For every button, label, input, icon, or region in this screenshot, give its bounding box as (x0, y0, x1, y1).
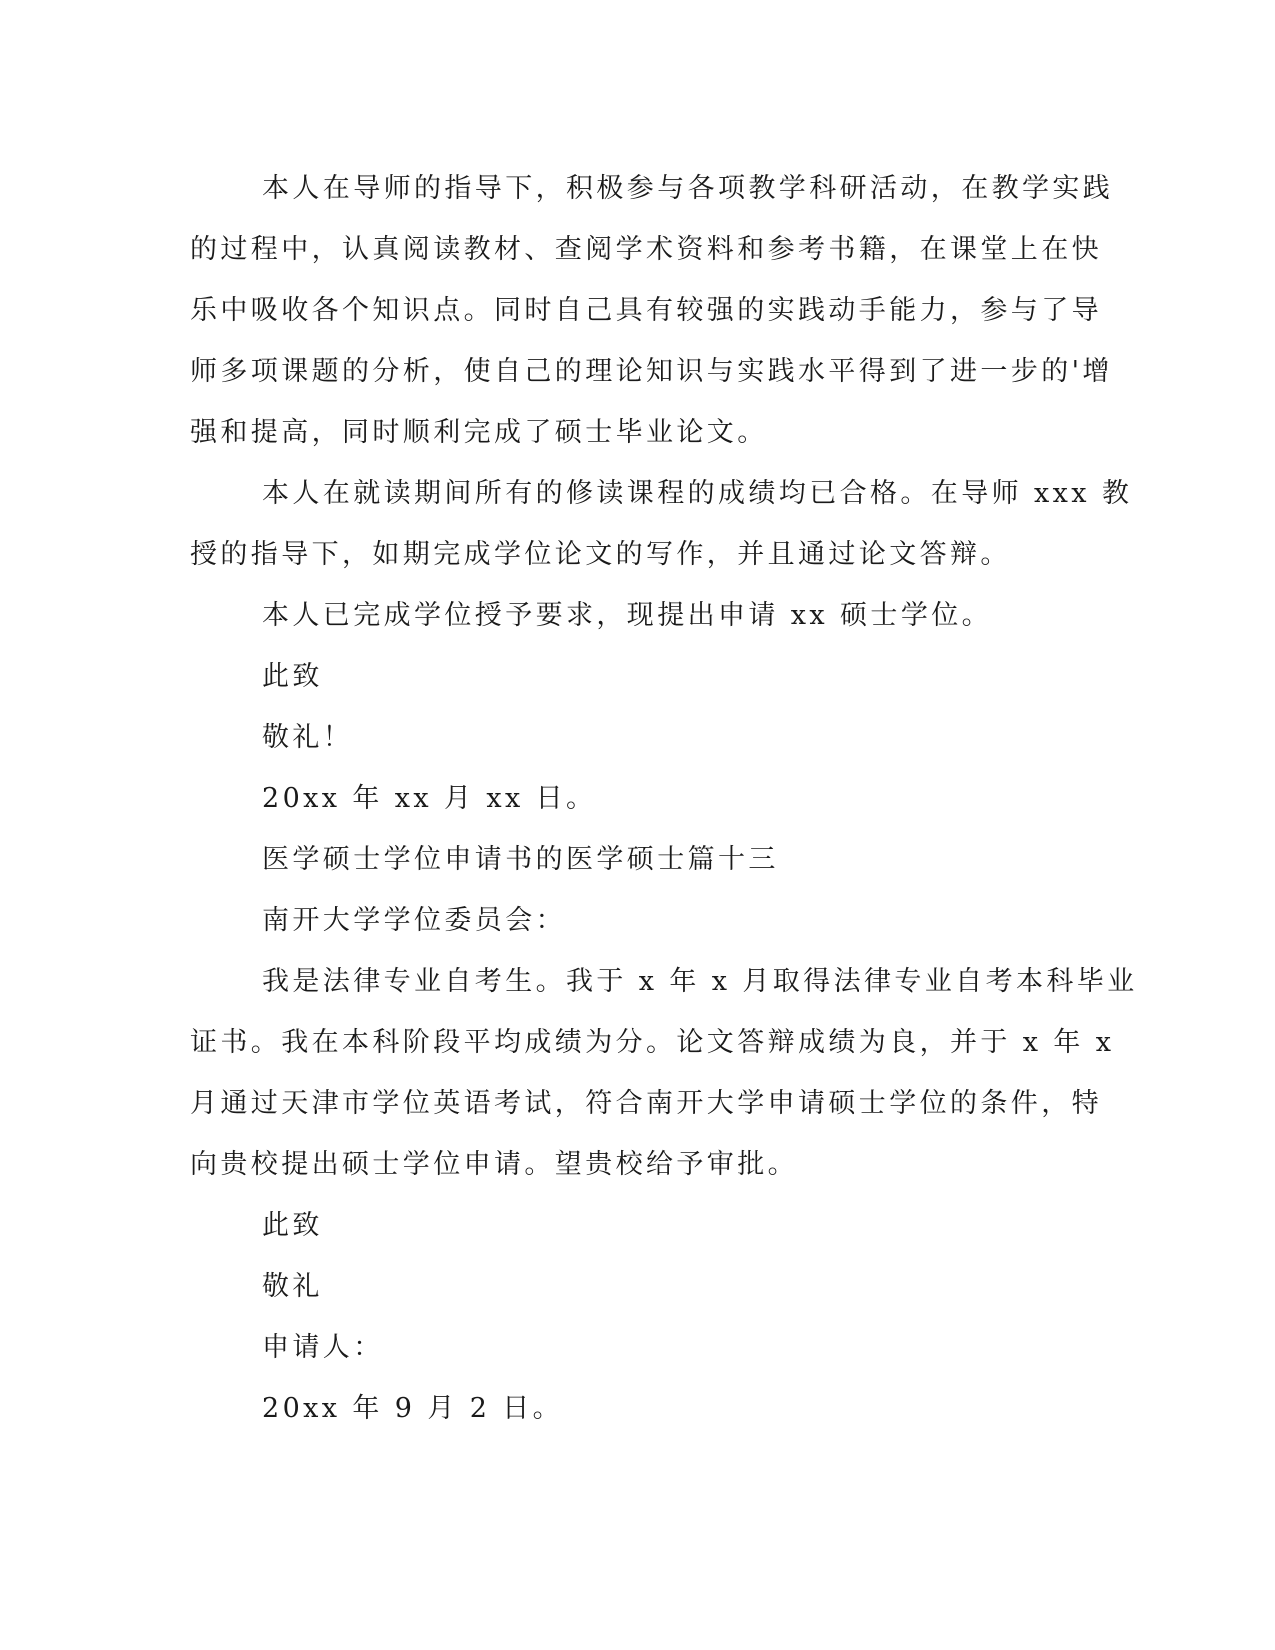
paragraph-1-line-3: 乐中吸收各个知识点。同时自己具有较强的实践动手能力，参与了导 (190, 295, 1102, 326)
paragraph-4-line-4: 向贵校提出硕士学位申请。望贵校给予审批。 (190, 1149, 798, 1180)
paragraph-4 (190, 951, 1138, 1195)
salutation-1: 此致 (262, 661, 323, 692)
paragraph-4-line-1: 我是法律专业自考生。我于 x 年 x 月取得法律专业自考本科毕业 (262, 966, 1138, 997)
paragraph-1-line-1: 本人在导师的指导下，积极参与各项教学科研活动，在教学实践 (262, 173, 1114, 204)
paragraph-2-line-2: 授的指导下，如期完成学位论文的写作，并且通过论文答辩。 (190, 539, 1011, 570)
date-2: 20xx 年 9 月 2 日。 (262, 1393, 564, 1424)
paragraph-1-line-4: 师多项课题的分析，使自己的理论知识与实践水平得到了进一步的'增 (190, 356, 1113, 387)
applicant-label: 申请人： (262, 1332, 384, 1363)
regards-2: 敬礼 (262, 1271, 323, 1302)
salutation-2: 此致 (262, 1210, 323, 1241)
document-page (190, 158, 1138, 1439)
paragraph-3: 本人已完成学位授予要求，现提出申请 xx 硕士学位。 (262, 600, 993, 631)
paragraph-1-line-5: 强和提高，同时顺利完成了硕士毕业论文。 (190, 417, 768, 448)
section-title: 医学硕士学位申请书的医学硕士篇十三 (262, 844, 779, 875)
recipient: 南开大学学位委员会： (262, 905, 566, 936)
paragraph-1-line-2: 的过程中，认真阅读教材、查阅学术资料和参考书籍，在课堂上在快 (190, 234, 1102, 265)
paragraph-2 (190, 463, 1133, 585)
paragraph-4-line-3: 月通过天津市学位英语考试，符合南开大学申请硕士学位的条件，特 (190, 1088, 1102, 1119)
paragraph-1 (190, 158, 1114, 463)
regards-1: 敬礼！ (262, 722, 354, 753)
date-1: 20xx 年 xx 月 xx 日。 (262, 783, 597, 814)
paragraph-4-line-2: 证书。我在本科阶段平均成绩为分。论文答辩成绩为良，并于 x 年 x (190, 1027, 1115, 1058)
paragraph-2-line-1: 本人在就读期间所有的修读课程的成绩均已合格。在导师 xxx 教 (262, 478, 1133, 509)
